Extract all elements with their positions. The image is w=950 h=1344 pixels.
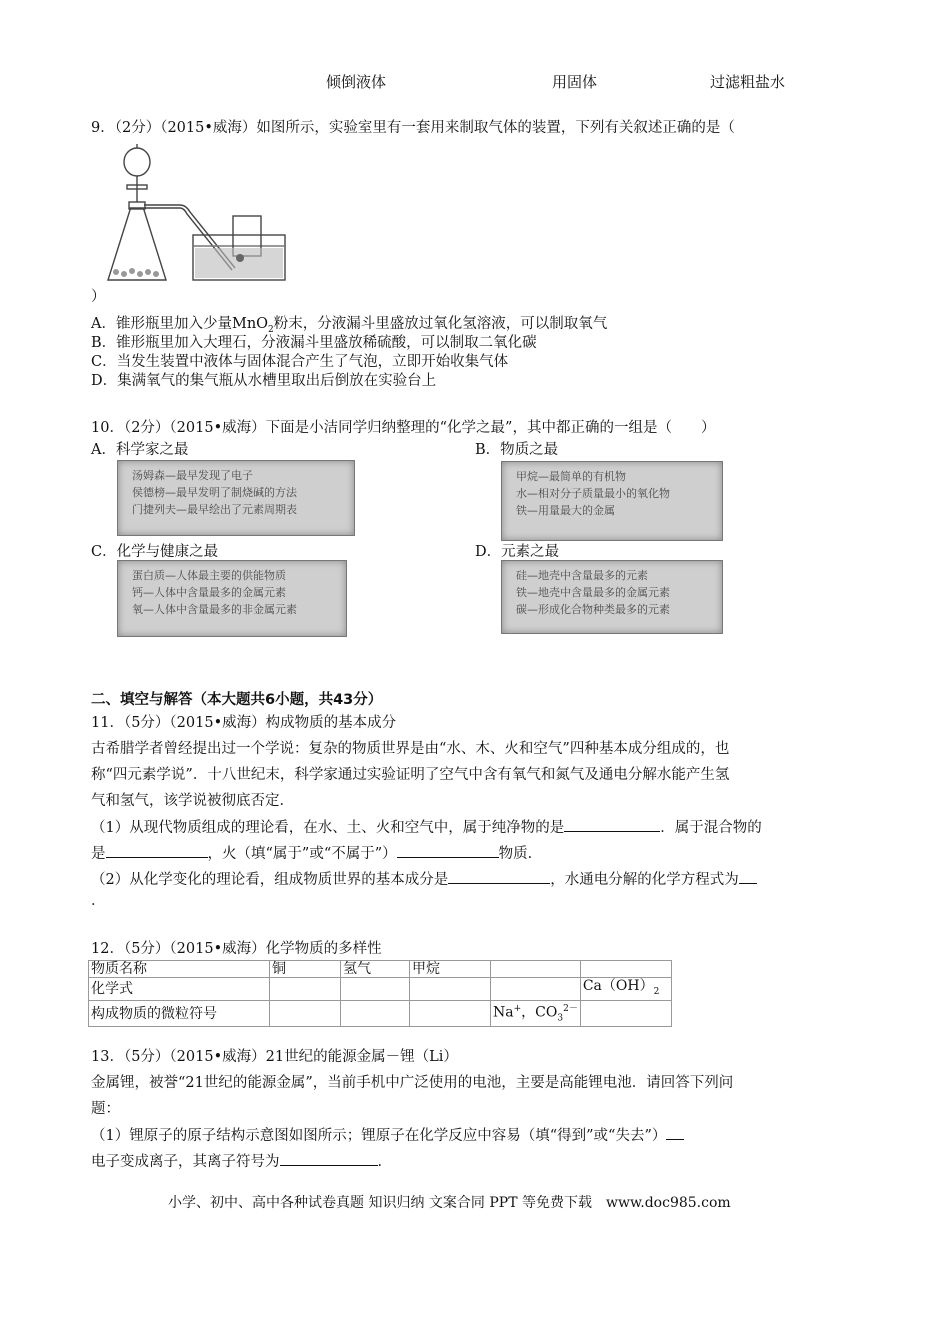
q10-option-d-image: 硅—地壳中含量最多的元素 铁—地壳中含量最多的金属元素 碳—形成化合物种类最多的元素 <box>501 560 723 634</box>
q10-option-b-image: 甲烷—最简单的有机物 水—相对分子质量最小的氧化物 铁—用量最大的金属 <box>501 461 723 541</box>
q13-blank-ion[interactable] <box>280 1151 378 1166</box>
label-filter-salt: 过滤粗盐水 <box>710 73 786 91</box>
table-row <box>89 978 672 1001</box>
q11-para-1: 古希腊学者曾经提出过一个学说：复杂的物质世界是由“水、木、火和空气”四种基本成分组成的，也 <box>91 741 730 757</box>
q13-para-1: 金属锂，被誉“21世纪的能源金属”，当前手机中广泛使用的电池，主要是高能锂电池．请回答下列问 <box>91 1075 734 1091</box>
q13-sub-1-line-2: 电子变成离子，其离子符号为 ． <box>91 1151 392 1172</box>
q10-option-a-label: A．科学家之最 <box>91 442 189 458</box>
label-use-solid: 用固体 <box>552 73 598 91</box>
q10-option-c-image: 蛋白质—人体最主要的供能物质 钙—人体中含量最多的金属元素 氧—人体中含量最多的非金属元素 <box>117 560 347 637</box>
q10-option-c-label: C．化学与健康之最 <box>91 544 219 560</box>
q13-sub-1-line-1: （1）锂原子的原子结构示意图如图所示；锂原子在化学反应中容易（填“得到”或“失去”） <box>91 1125 684 1146</box>
table-cell: 化学式 <box>89 978 270 1001</box>
q13-para-2: 题： <box>91 1101 120 1117</box>
table-cell[interactable] <box>410 978 491 1001</box>
table-cell <box>491 961 581 978</box>
table-cell: 构成物质的微粒符号 <box>89 1000 270 1026</box>
table-cell <box>580 961 671 978</box>
table-cell: 铜 <box>270 961 341 978</box>
q11-blank-fire[interactable] <box>397 843 499 858</box>
q11-end-period: ． <box>91 893 106 909</box>
q13-stem: 13．（5分）（2015•威海）21世纪的能源金属－锂（Li） <box>91 1049 458 1065</box>
label-pour-liquid: 倾倒液体 <box>326 73 387 91</box>
q10-stem: 10．（2分）（2015•威海）下面是小洁同学归纳整理的“化学之最”，其中都正确的一组是（ ） <box>91 420 716 436</box>
q10-option-a-image: 汤姆森—最早发现了电子 侯德榜—最早发明了制烧碱的方法 门捷列夫—最早绘出了元素周期表 <box>117 460 355 536</box>
q11-sub-2: （2）从化学变化的理论看，组成物质世界的基本成分是 ，水通电分解的化学方程式为 <box>91 869 757 890</box>
q11-para-3: 气和氢气，该学说被彻底否定． <box>91 793 294 809</box>
q12-stem: 12．（5分）（2015•威海）化学物质的多样性 <box>91 941 382 957</box>
table-row <box>89 1000 672 1026</box>
substance-table <box>88 960 672 1027</box>
table-cell[interactable] <box>341 1000 410 1026</box>
table-cell[interactable] <box>491 978 581 1001</box>
q9-option-b: B．锥形瓶里加入大理石，分液漏斗里盛放稀硫酸，可以制取二氧化碳 <box>91 335 537 351</box>
table-cell[interactable] <box>341 978 410 1001</box>
q9-option-a: A．锥形瓶里加入少量MnO$_2$粉末，分液漏斗里盛放过氧化氢溶液，可以制取氧气 <box>91 316 608 335</box>
section-2-heading: 二、填空与解答（本大题共6小题，共43分） <box>91 692 383 708</box>
q11-blank-mixture[interactable] <box>106 843 208 858</box>
q11-blank-equation[interactable] <box>739 869 757 884</box>
q9-close-paren: ） <box>91 289 106 305</box>
table-cell[interactable] <box>410 1000 491 1026</box>
table-cell[interactable] <box>580 1000 671 1026</box>
q11-sub-1-line-1: （1）从现代物质组成的理论看，在水、土、火和空气中，属于纯净物的是 ．属于混合物的 <box>91 817 762 838</box>
table-cell[interactable] <box>270 978 341 1001</box>
q9-option-d: D．集满氧气的集气瓶从水槽里取出后倒放在实验台上 <box>91 373 437 389</box>
table-row <box>89 961 672 978</box>
table-cell: 氢气 <box>341 961 410 978</box>
table-cell: Na+，$CO_3^{2-}$ <box>491 1000 581 1026</box>
gas-apparatus-figure <box>100 140 300 290</box>
page-footer: 小学、初中、高中各种试卷真题 知识归纳 文案合同 PPT 等免费下载 www.doc985.com <box>168 1195 731 1211</box>
q11-para-2: 称“四元素学说”．十八世纪末，科学家通过实验证明了空气中含有氧气和氮气及通电分解水能产生氢 <box>91 767 730 783</box>
q11-blank-pure[interactable] <box>564 817 660 832</box>
q10-option-b-label: B．物质之最 <box>475 442 559 458</box>
q11-sub-1-line-2: 是 ，火（填“属于”或“不属于”） 物质． <box>91 843 542 864</box>
table-cell: 甲烷 <box>410 961 491 978</box>
q11-blank-basic[interactable] <box>448 869 550 884</box>
q13-blank-gain-lose[interactable] <box>666 1125 684 1140</box>
q9-option-c: C．当发生装置中液体与固体混合产生了气泡，立即开始收集气体 <box>91 354 509 370</box>
q11-stem: 11．（5分）（2015•威海）构成物质的基本成分 <box>91 715 397 731</box>
q10-option-d-label: D．元素之最 <box>475 544 560 560</box>
q9-stem: 9．（2分）（2015•威海）如图所示，实验室里有一套用来制取气体的装置，下列有关叙述正确的是（ <box>91 120 735 136</box>
table-cell[interactable] <box>270 1000 341 1026</box>
table-cell: $Ca(OH)_2$ <box>580 978 671 1001</box>
table-cell: 物质名称 <box>89 961 270 978</box>
